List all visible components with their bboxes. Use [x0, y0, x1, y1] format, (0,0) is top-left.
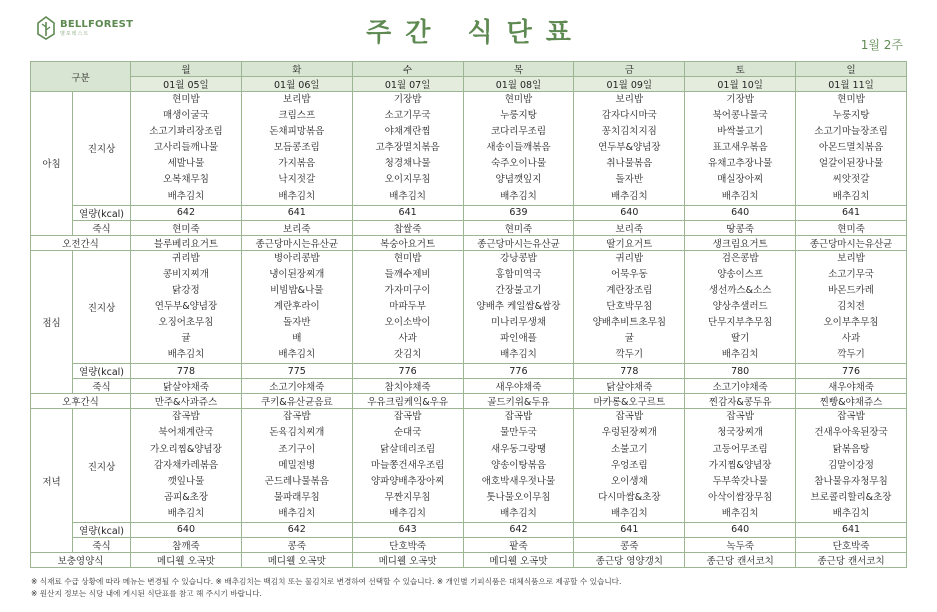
menu-item: 소고기무국 — [384, 110, 431, 122]
menu-item: 양파양배추장아찌 — [370, 475, 445, 487]
row-label-porridge: 죽식 — [73, 537, 131, 552]
kcal-cell: 642 — [131, 205, 242, 220]
menu-item: 어묵우동 — [610, 268, 648, 280]
header-date: 01월 07일 — [352, 77, 463, 92]
header-category: 구분 — [31, 62, 131, 92]
menu-list — [687, 409, 793, 522]
menu-item: 콩비지찌개 — [162, 268, 209, 280]
footnote-line: ※ 원산지 정보는 식당 내에 게시된 식단표를 참고 해 주시기 바랍니다. — [31, 589, 262, 598]
menu-item: 청국장찌개 — [717, 427, 764, 439]
menu-cell — [574, 250, 685, 364]
supplement-cell: 메디웰 오곡맛 — [241, 552, 352, 567]
menu-item: 보리밥 — [283, 94, 311, 105]
menu-item: 다시마쌈&초장 — [598, 491, 661, 503]
menu-item: 귤 — [181, 333, 191, 345]
menu-list — [798, 92, 904, 205]
menu-item: 소고기무국 — [828, 268, 874, 280]
menu-item: 배 — [292, 333, 302, 345]
menu-list — [687, 251, 793, 364]
menu-cell — [574, 92, 685, 206]
supplement-cell: 종근당 캔서코치 — [796, 552, 907, 567]
menu-item: 배추김치 — [278, 349, 316, 361]
header-day: 목 — [463, 62, 574, 77]
kcal-cell: 642 — [241, 522, 352, 537]
menu-item: 간장불고기 — [495, 284, 542, 296]
menu-cell — [352, 92, 463, 206]
menu-item: 조기구이 — [278, 443, 316, 455]
meal-label-lunch: 점심 — [31, 250, 73, 394]
menu-item: 냉이된장찌개 — [269, 268, 325, 280]
meal-label-breakfast: 아침 — [31, 92, 73, 236]
menu-item: 양배추비트초무침 — [592, 317, 667, 329]
menu-list — [355, 409, 461, 522]
menu-item: 기장밥 — [726, 94, 754, 105]
menu-item: 귀리밥 — [172, 252, 200, 264]
menu-list — [133, 92, 239, 205]
menu-table — [30, 61, 907, 568]
menu-item: 취나물볶음 — [606, 158, 653, 170]
menu-item: 가지볶음 — [278, 158, 316, 170]
porridge-cell: 현미죽 — [131, 220, 242, 235]
menu-item: 무짠지무침 — [384, 491, 431, 503]
menu-item: 단호박무침 — [606, 300, 653, 312]
menu-item: 계란후라이 — [273, 300, 320, 312]
menu-item: 톳나물오이무침 — [486, 491, 551, 503]
menu-item: 배추김치 — [721, 507, 759, 519]
header-date: 01월 09일 — [574, 77, 685, 92]
menu-item: 기장밥 — [393, 94, 422, 105]
row-label-porridge: 죽식 — [73, 220, 131, 235]
menu-item: 바싹불고기 — [717, 126, 764, 138]
menu-item: 김치전 — [837, 300, 865, 312]
menu-list — [687, 92, 793, 205]
menu-item: 잡곡밥 — [283, 411, 311, 423]
menu-item: 배추김치 — [500, 349, 537, 361]
menu-cell — [796, 250, 907, 364]
menu-item: 양배추 케일쌈&쌈장 — [476, 300, 561, 312]
menu-item: 잡곡밥 — [172, 411, 200, 423]
header-day: 수 — [352, 62, 463, 77]
menu-item: 비빔밥&나물 — [270, 284, 324, 296]
supplement-cell: 종근당 캔서코치 — [685, 552, 796, 567]
menu-cell — [241, 92, 352, 206]
am-snack-cell: 종근당마시는유산균 — [241, 235, 352, 250]
am-snack-cell: 종근당마시는유산균 — [463, 235, 574, 250]
porridge-cell: 닭살야채죽 — [574, 379, 685, 394]
menu-list — [244, 409, 350, 522]
supplement-cell: 메디웰 오곡맛 — [352, 552, 463, 567]
menu-item: 새우동그랑땡 — [490, 443, 546, 455]
menu-item: 보리밥 — [615, 94, 644, 105]
menu-item: 고등어무조림 — [712, 443, 768, 455]
menu-item: 참나물유자청무침 — [814, 475, 888, 487]
menu-item: 닭살데리조림 — [380, 443, 436, 455]
menu-item: 모듬콩조림 — [273, 142, 320, 154]
row-label-jinjisang: 진지상 — [73, 250, 131, 364]
kcal-cell: 640 — [685, 522, 796, 537]
menu-item: 누룽지탕 — [500, 110, 537, 122]
am-snack-cell: 딸기요거트 — [574, 235, 685, 250]
menu-item: 배추김치 — [389, 190, 426, 202]
porridge-cell: 참치야채죽 — [352, 379, 463, 394]
menu-item: 물파래무침 — [273, 491, 320, 503]
pm-snack-cell: 찐빵&야채쥬스 — [796, 394, 907, 409]
kcal-cell: 643 — [352, 522, 463, 537]
kcal-cell: 641 — [796, 205, 907, 220]
menu-list — [576, 92, 682, 205]
menu-list — [466, 92, 572, 205]
menu-item: 건새우아욱된장국 — [814, 427, 888, 439]
menu-item: 양상추샐러드 — [712, 300, 768, 312]
menu-item: 오이생채 — [610, 475, 648, 487]
kcal-cell: 775 — [241, 364, 352, 379]
pm-snack-cell: 우유크림케익&우유 — [352, 394, 463, 409]
menu-item: 고사리들깨나물 — [153, 142, 219, 154]
menu-item: 배추김치 — [167, 507, 205, 519]
logo-brand: BELLFOREST — [60, 18, 134, 30]
menu-cell — [131, 250, 242, 364]
menu-item: 배추김치 — [278, 507, 316, 519]
porridge-cell: 땅콩죽 — [685, 220, 796, 235]
menu-list — [244, 92, 350, 205]
menu-item: 배추김치 — [278, 190, 316, 202]
porridge-cell: 새우야채죽 — [463, 379, 574, 394]
week-label: 1월 2주 — [860, 38, 903, 52]
kcal-cell: 641 — [241, 205, 352, 220]
page-title: 주간 식단표 — [366, 18, 585, 48]
menu-item: 메밀전병 — [278, 459, 316, 471]
supplement-cell: 종근당 영양갱치 — [574, 552, 685, 567]
menu-item: 돌자반 — [615, 174, 644, 186]
menu-item: 오복채무침 — [162, 174, 209, 186]
menu-item: 양송이탕볶음 — [490, 459, 546, 471]
menu-item: 오이소박이 — [384, 317, 431, 329]
menu-item: 마늘쫑건새우조림 — [370, 459, 445, 471]
menu-item: 우엉조림 — [610, 459, 648, 471]
menu-item: 곰피&초장 — [163, 491, 208, 503]
row-label-pm-snack: 오후간식 — [31, 394, 131, 409]
menu-item: 현미밥 — [172, 94, 200, 105]
menu-item: 깍두기 — [615, 349, 644, 361]
porridge-cell: 콩죽 — [241, 537, 352, 552]
menu-cell — [463, 92, 574, 206]
menu-item: 배추김치 — [721, 190, 759, 202]
menu-item: 브로콜리할리&초장 — [810, 491, 892, 503]
porridge-cell: 현미죽 — [796, 220, 907, 235]
footnote-line: ※ 식재료 수급 상황에 따라 메뉴는 변경될 수 있습니다. ※ 배추김치는 백김치 또는 물김치로 변경하여 선택할 수 있습니다. ※ 개인별 기피식품은 대체식품으로 제공할 수 있습니다. — [31, 577, 622, 586]
menu-item: 닭볶음탕 — [832, 443, 870, 455]
menu-item: 소불고기 — [610, 443, 648, 455]
menu-item: 김말이강정 — [828, 459, 874, 471]
row-label-supplement: 보충영양식 — [31, 552, 131, 567]
menu-item: 배추김치 — [500, 507, 537, 519]
menu-item: 가지찜&양념장 — [708, 459, 772, 471]
porridge-cell: 닭살야채죽 — [131, 379, 242, 394]
menu-list — [798, 251, 904, 364]
header-day: 일 — [796, 62, 907, 77]
menu-item: 마파두부 — [389, 300, 426, 312]
porridge-cell: 현미죽 — [463, 220, 574, 235]
kcal-cell: 776 — [796, 364, 907, 379]
kcal-cell: 641 — [796, 522, 907, 537]
menu-item: 표고새우볶음 — [712, 142, 768, 154]
menu-cell — [685, 250, 796, 364]
menu-cell — [131, 92, 242, 206]
menu-item: 누룽지탕 — [832, 110, 870, 122]
pm-snack-cell: 마카롱&오구르트 — [574, 394, 685, 409]
menu-item: 크림스프 — [278, 110, 316, 122]
header-date: 01월 08일 — [463, 77, 574, 92]
menu-item: 현미밥 — [504, 94, 533, 105]
porridge-cell: 팥죽 — [463, 537, 574, 552]
menu-cell — [463, 409, 574, 523]
menu-list — [466, 251, 572, 364]
menu-item: 감자다시마국 — [601, 110, 657, 122]
menu-item: 딸기 — [730, 333, 750, 345]
pm-snack-cell: 만주&사과쥬스 — [131, 394, 242, 409]
menu-item: 갓김치 — [393, 349, 422, 361]
porridge-cell: 녹두죽 — [685, 537, 796, 552]
menu-item: 청경채나물 — [384, 158, 431, 170]
menu-item: 사과 — [398, 333, 417, 345]
porridge-cell: 보리죽 — [241, 220, 352, 235]
supplement-cell: 메디웰 오곡맛 — [463, 552, 574, 567]
kcal-cell: 641 — [574, 522, 685, 537]
menu-item: 연두부&양념장 — [598, 142, 661, 154]
menu-item: 야채계란찜 — [384, 126, 431, 138]
menu-item: 북어콩나물국 — [712, 110, 768, 122]
menu-item: 귀리밥 — [615, 252, 644, 264]
menu-item: 돈채피망볶음 — [269, 126, 325, 138]
menu-item: 애호박새우젓나물 — [481, 475, 556, 487]
menu-item: 깻잎나물 — [167, 475, 205, 487]
porridge-cell: 단호박죽 — [796, 537, 907, 552]
menu-cell — [352, 250, 463, 364]
menu-cell — [796, 92, 907, 206]
am-snack-cell: 복숭아요거트 — [352, 235, 463, 250]
menu-item: 배추김치 — [721, 349, 759, 361]
kcal-cell: 641 — [352, 205, 463, 220]
menu-list — [798, 409, 904, 522]
pm-snack-cell: 찐감자&콩두유 — [685, 394, 796, 409]
menu-item: 깍두기 — [837, 349, 865, 361]
menu-item: 닭강정 — [172, 284, 200, 296]
porridge-cell: 참깨죽 — [131, 537, 242, 552]
logo-sub: 벨포레스트 — [60, 30, 90, 37]
menu-item: 양념깻잎지 — [495, 174, 542, 186]
menu-item: 낙지젓갈 — [278, 174, 316, 186]
menu-cell — [352, 409, 463, 523]
menu-item: 배추김치 — [832, 507, 870, 519]
row-label-porridge: 죽식 — [73, 379, 131, 394]
am-snack-cell: 종근당마시는유산균 — [796, 235, 907, 250]
menu-item: 물만두국 — [500, 427, 537, 439]
menu-list — [466, 409, 572, 522]
menu-item: 강낭콩밥 — [500, 252, 537, 264]
menu-item: 잡곡밥 — [837, 411, 865, 423]
pm-snack-cell: 골드키위&두유 — [463, 394, 574, 409]
menu-item: 들깨수제비 — [384, 268, 431, 280]
menu-item: 귤 — [624, 333, 634, 345]
porridge-cell: 새우야채죽 — [796, 379, 907, 394]
header-day: 금 — [574, 62, 685, 77]
row-label-kcal: 열량(kcal) — [73, 364, 131, 379]
header-date: 01월 11일 — [796, 77, 907, 92]
menu-cell — [685, 409, 796, 523]
header-date: 01월 06일 — [241, 77, 352, 92]
menu-item: 돌자반 — [283, 317, 311, 329]
kcal-cell: 776 — [352, 364, 463, 379]
menu-item: 배추김치 — [610, 507, 648, 519]
menu-item: 배추김치 — [832, 190, 870, 202]
menu-list — [244, 251, 350, 364]
am-snack-cell: 블루베리요거트 — [131, 235, 242, 250]
menu-cell — [796, 409, 907, 523]
menu-item: 세발나물 — [167, 158, 205, 170]
kcal-cell: 640 — [685, 205, 796, 220]
menu-item: 현미밥 — [393, 252, 422, 264]
menu-item: 잡곡밥 — [504, 411, 533, 423]
kcal-cell: 639 — [463, 205, 574, 220]
kcal-cell: 640 — [131, 522, 242, 537]
menu-item: 생선까스&소스 — [708, 284, 772, 296]
menu-item: 소고기마늘장조림 — [814, 126, 888, 138]
menu-item: 두부쑥갓나물 — [712, 475, 768, 487]
menu-item: 현미밥 — [837, 94, 865, 105]
menu-cell — [463, 250, 574, 364]
menu-item: 아몬드멸치볶음 — [818, 142, 884, 154]
menu-item: 배추김치 — [167, 190, 205, 202]
menu-item: 계란장조림 — [606, 284, 653, 296]
menu-cell — [685, 92, 796, 206]
footnotes — [31, 576, 621, 600]
menu-item: 단무지부추무침 — [708, 317, 773, 329]
porridge-cell: 단호박죽 — [352, 537, 463, 552]
menu-list — [576, 251, 682, 364]
kcal-cell: 640 — [574, 205, 685, 220]
menu-item: 유채고추장나물 — [708, 158, 773, 170]
menu-item: 꽁치김치지짐 — [601, 126, 657, 138]
menu-item: 미나리무생채 — [490, 317, 546, 329]
menu-cell — [241, 250, 352, 364]
menu-item: 검은콩밥 — [721, 252, 759, 264]
menu-item: 파인애플 — [500, 333, 537, 345]
menu-list — [355, 92, 461, 205]
porridge-cell: 보리죽 — [574, 220, 685, 235]
menu-item: 숙주오이나물 — [490, 158, 546, 170]
menu-item: 새송이들깨볶음 — [486, 142, 551, 154]
am-snack-cell: 생크림요거트 — [685, 235, 796, 250]
row-label-kcal: 열량(kcal) — [73, 522, 131, 537]
menu-item: 우렁된장찌개 — [601, 427, 657, 439]
header-day: 월 — [131, 62, 242, 77]
menu-item: 보리밥 — [837, 252, 865, 264]
menu-item: 북어채계란국 — [158, 427, 214, 439]
menu-item: 오징어초무침 — [158, 317, 214, 329]
row-label-kcal: 열량(kcal) — [73, 205, 131, 220]
porridge-cell: 찹쌀죽 — [352, 220, 463, 235]
porridge-cell: 소고기야채죽 — [241, 379, 352, 394]
menu-item: 배추김치 — [167, 349, 205, 361]
menu-item: 사과 — [841, 333, 861, 345]
row-label-jinjisang: 진지상 — [73, 92, 131, 206]
kcal-cell: 776 — [463, 364, 574, 379]
menu-cell — [131, 409, 242, 523]
menu-item: 배추김치 — [610, 190, 648, 202]
kcal-cell: 778 — [131, 364, 242, 379]
menu-item: 잡곡밥 — [615, 411, 644, 423]
menu-list — [355, 251, 461, 364]
menu-item: 양송이스프 — [717, 268, 764, 280]
kcal-cell: 780 — [685, 364, 796, 379]
menu-list — [133, 251, 239, 364]
pm-snack-cell: 쿠키&유산균음료 — [241, 394, 352, 409]
menu-cell — [241, 409, 352, 523]
menu-item: 오이지무침 — [384, 174, 431, 186]
menu-item: 가오리찜&양념장 — [150, 443, 222, 455]
menu-item: 잡곡밥 — [393, 411, 422, 423]
menu-item: 바몬드카레 — [828, 284, 874, 296]
menu-item: 오이부추무침 — [823, 317, 879, 329]
menu-item: 잡곡밥 — [726, 411, 754, 423]
menu-item: 코다리무조림 — [490, 126, 546, 138]
menu-item: 배추김치 — [500, 190, 537, 202]
header-day: 화 — [241, 62, 352, 77]
menu-item: 씨앗젓갈 — [832, 174, 870, 186]
menu-item: 순대국 — [393, 427, 422, 439]
menu-item: 고추장멸치볶음 — [375, 142, 440, 154]
menu-item: 매생이굴국 — [162, 110, 209, 122]
row-label-am-snack: 오전간식 — [31, 235, 131, 250]
row-label-jinjisang: 진지상 — [73, 409, 131, 523]
meal-label-dinner: 저녁 — [31, 409, 73, 553]
menu-item: 연두부&양념장 — [154, 300, 218, 312]
header-date: 01월 05일 — [131, 77, 242, 92]
menu-item: 배추김치 — [389, 507, 426, 519]
kcal-cell: 778 — [574, 364, 685, 379]
header-day: 토 — [685, 62, 796, 77]
supplement-cell: 메디웰 오곡맛 — [131, 552, 242, 567]
menu-item: 매실장아찌 — [717, 174, 764, 186]
menu-item: 곤드레나물볶음 — [264, 475, 329, 487]
menu-list — [576, 409, 682, 522]
menu-list — [133, 409, 239, 522]
menu-item: 홍합미역국 — [495, 268, 542, 280]
header-date: 01월 10일 — [685, 77, 796, 92]
menu-item: 감자채카레볶음 — [153, 459, 219, 471]
menu-item: 가자미구이 — [384, 284, 431, 296]
porridge-cell: 콩죽 — [574, 537, 685, 552]
menu-item: 아삭이쌈장무침 — [708, 491, 773, 503]
kcal-cell: 642 — [463, 522, 574, 537]
menu-item: 돈육김치찌개 — [269, 427, 325, 439]
menu-cell — [574, 409, 685, 523]
menu-item: 얼갈이된장나물 — [818, 158, 884, 170]
porridge-cell: 소고기야채죽 — [685, 379, 796, 394]
menu-item: 소고기꽈리장조림 — [149, 126, 223, 138]
menu-item: 병아리콩밥 — [273, 252, 320, 264]
